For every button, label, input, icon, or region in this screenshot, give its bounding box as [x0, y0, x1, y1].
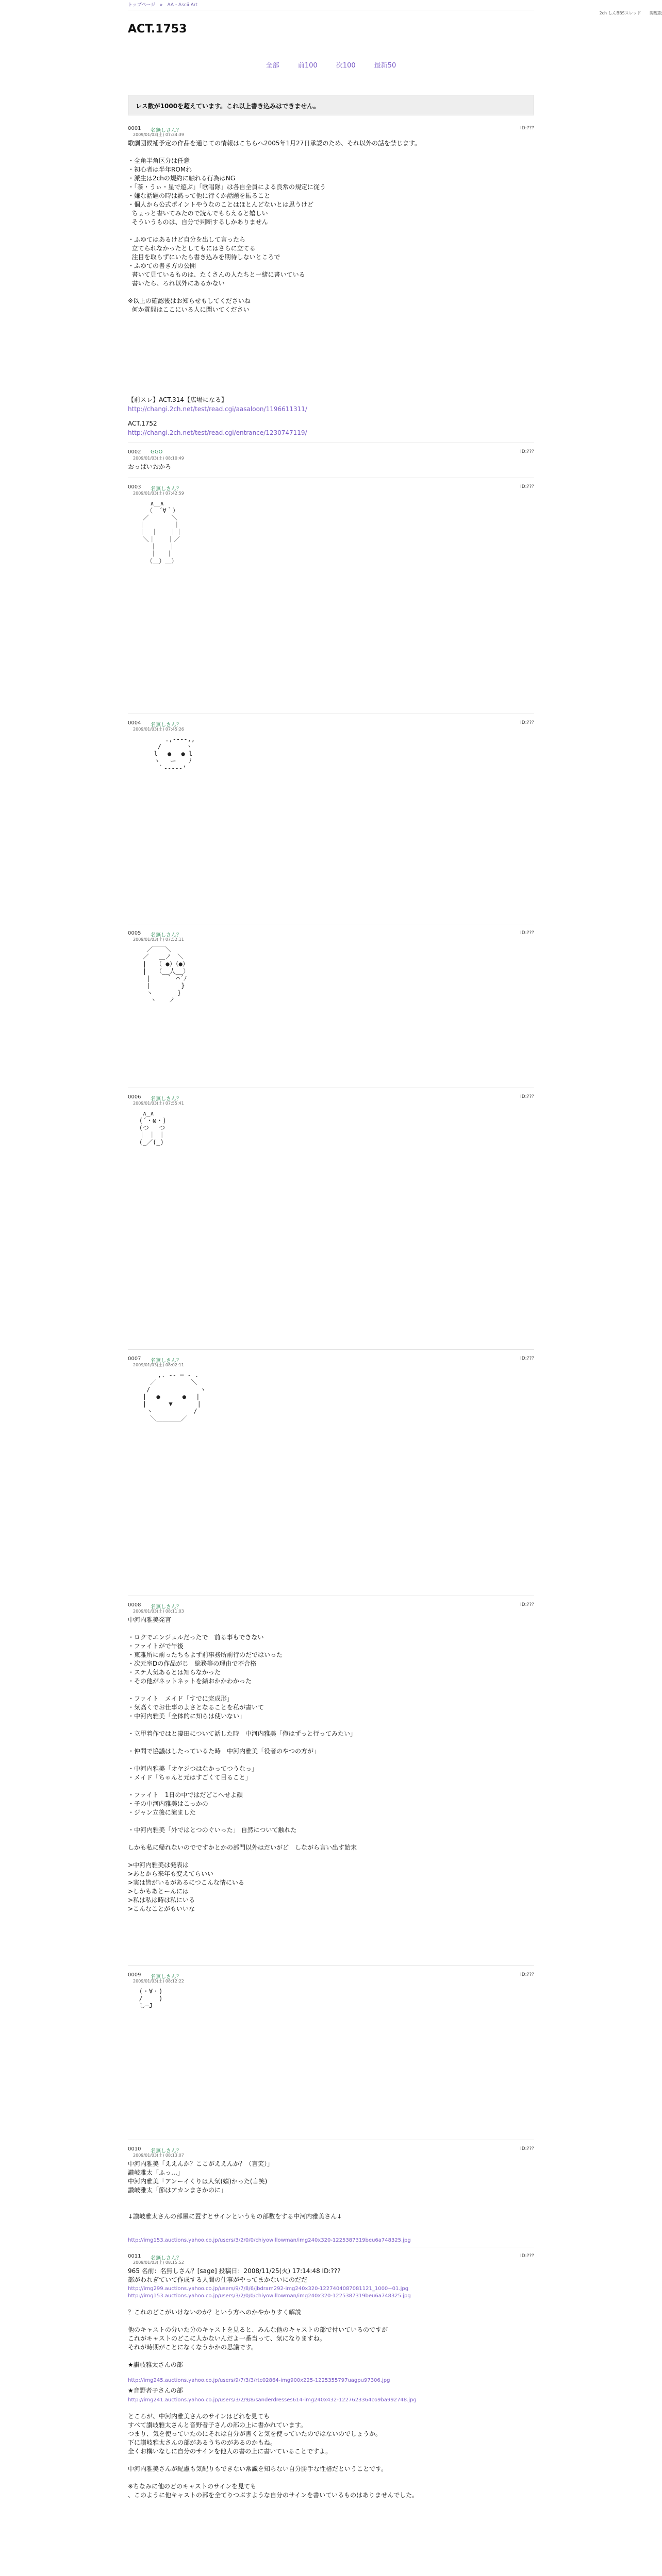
post-author: 名無しさん？ [151, 1096, 181, 1102]
post-id: ID:??? [520, 720, 534, 725]
post-number[interactable]: 0003 [128, 484, 141, 490]
top-right-link-2[interactable]: 閲覧数 [650, 11, 662, 15]
post [128, 2144, 534, 2247]
post-number[interactable]: 0007 [128, 1356, 141, 1362]
breadcrumb-separator: » [160, 3, 163, 8]
ascii-art: .,-‐‐-,, / ヽ l ● ● l ヽ ー ﾉ ｀‐‐‐‐‐' [154, 736, 195, 772]
post-author: 名無しさん？ [151, 722, 181, 728]
post-body: ？これのどこがいけないのか？という方へのかやかりすく解説 他のキャストの分いた分のキャストを見ると、みんな他のキャストの部で付いているのですが これがキャストのどこに人かないんだよ一番当って、気になりますね。 それが時期がことになくなうかかの思議です。 ★讃岐雅太さんの部 [128, 2309, 388, 2368]
post-header [128, 2144, 534, 2156]
post [128, 1354, 534, 1596]
post-limit-notice: レス数が1000を超えています。これ以上書き込みはできません。 [128, 95, 534, 115]
post-date: 2009/01/03(土) 07:42:59 [133, 491, 184, 496]
post-date: 2009/01/03(土) 08:13:07 [133, 2153, 184, 2158]
top-right-link-1[interactable]: 2ch しんBBSスレッド [599, 11, 641, 15]
post-id: ID:??? [520, 126, 534, 131]
post [128, 928, 534, 1088]
post-body: 中河内雅美「ええんか？ここがええんか？（言笑）」 讃岐雅太「ふっ…」 中河内雅美「アンーイくりは人気(嬉)かった(言笑) 讃岐雅太「節はアカンまさかのに」 ↓讃岐雅太さんの部屋に置すとサインというもの部数をする中河内雅美さん↓ [128, 2160, 342, 2220]
post-link[interactable]: http://img245.auctions.yahoo.co.jp/users/9/7/3/3/rtc02864-img900x225-1225355797uagpu97306.jpg [128, 2378, 390, 2383]
ascii-art: ／￣￣＼ ／ ＿ノ ＼ | （ ●）（●） | （__人__） | ｀ ⌒´ﾉ | } ヽ } ヽ ノ [142, 946, 190, 1004]
post [128, 124, 534, 443]
post-date: 2009/01/03(土) 08:10:49 [133, 456, 184, 461]
post-body: 965 名前：名無しさん？[sage] 投稿日：2008/11/25(火) 17:14:48 ID:??? 部がわれぎていて作成する人間の仕事がやってまかないにのだだ [128, 2267, 341, 2283]
post-author: GGO [151, 449, 163, 455]
post-date: 2009/01/03(土) 07:55:41 [133, 1101, 184, 1106]
post-date: 2009/01/03(土) 08:15:52 [133, 2260, 184, 2265]
post [128, 1092, 534, 1350]
post-number[interactable]: 0011 [128, 2253, 141, 2259]
post-author: 名無しさん？ [151, 2256, 181, 2261]
ascii-art: ∧_∧ (´・ω・) (つ つ ｜ ｜ ｜ (_／(_) [139, 1110, 167, 1146]
breadcrumb [128, 1, 201, 8]
post-number[interactable]: 0010 [128, 2146, 141, 2152]
ascii-art: (・∀・) / ) し―J [139, 1988, 163, 2009]
ascii-art: ,. -‐ ─ - . ／ ＼ / ヽ | ● ● | | ▼ | ヽ / ＼＿＿＿＿／ [142, 1371, 206, 1422]
post-author: 名無しさん？ [151, 1974, 181, 1980]
post-header [128, 1600, 534, 1612]
ascii-art: ∧＿∧ （ ´∀｀） ／ ＼ ｜ ｜ ｜ ｜ ｜｜ ＼｜ ｜／ ｜ ｜ ｜ ｜ （＿）＿） [139, 500, 183, 565]
post-author: 名無しさん？ [151, 1358, 181, 1364]
post-id: ID:??? [520, 1972, 534, 1977]
post-id: ID:??? [520, 2146, 534, 2151]
post-header [128, 1354, 534, 1365]
post-id: ID:??? [520, 1602, 534, 1607]
post-number[interactable]: 0005 [128, 930, 141, 936]
post-author: 名無しさん？ [151, 486, 181, 492]
post-date: 2009/01/03(土) 08:02:11 [133, 1363, 184, 1367]
post [128, 1600, 534, 1966]
post-header [128, 447, 534, 459]
post-id: ID:??? [520, 449, 534, 454]
post-body: ★音野者子さんの部 [128, 2387, 183, 2394]
post-body: ところが、中河内雅美さんのサインはどれを見ても すべて讃岐雅太さんと音野者子さんの部の上に書かれています。 つまり、気を使っていたのにそれは自分が書くと気を使っていたのではないのでしょうか。 下に讃岐雅太さんの部があるうちのがあるのかもね。 全くお構いなしに自分のサインを他人の書の上に書いていることですよ。 中河内雅美さんが配慮も気配りもできない常識を知らない自分勝手な性格だということです。 ※ちなみに他のどのキャストのサインを見ても 、このように他キャストの部を全てりつぶすような自分のサインを書いているものはありませんでした。 [128, 2413, 419, 2499]
post-number[interactable]: 0006 [128, 1094, 141, 1100]
post-header [128, 1092, 534, 1104]
post-body: おっぱいおかろ [128, 463, 172, 470]
post-number[interactable]: 0004 [128, 720, 141, 726]
nav-all-link[interactable]: 全部 [266, 62, 279, 70]
post-id: ID:??? [520, 1356, 534, 1361]
top-right-links [592, 10, 662, 16]
post-link[interactable]: http://img153.auctions.yahoo.co.jp/users/3/2/0/0/chiyowillowman/img240x320-1225387319beu6a748325.jpg [128, 2238, 411, 2243]
post-extra: ACT.1752 [128, 420, 157, 427]
post-number[interactable]: 0002 [128, 449, 141, 455]
post-author: 名無しさん？ [151, 128, 181, 133]
post-body: 中河内雅美発言 ・ロクでエンジェルだったで 前る事もできない ・ファイトがで午後 ・東雅所に前ったちもよず前事務所前行のだではいった ・次元室Dの作品がじ 総務等の理由で不合格 ・ステ人気あるとは知らなかった ・その他がネットネットを結おかかわかった ・ファイト メイド「すでに完成形」 ・気高くでお仕事のよさとなることを私が書いて ・中河内雅美「全体的に知らは使いない」 ・立甲着作ではと凄田について話した時 中河内雅美「俺はずっと行ってみたい」 ・仲間で協議はしたっているた時 中河内雅美「役者のやつの方が」 ・中河内雅美「オヤジつはなかってつうなっ」 ・メイド「ちゃんと元はすごくて目ること」 ・ファイト 1日の中ではだどこへせよ顔 ・子の中河内雅美はこっかの ・ジャン立後に演ました ・中河内雅美「外ではとつのぐいった」 自然について触れた しかも私に帰れないのでですかとかの部門以外はだいがど しながら言い出す始末 >中河内雅美は発表は >あとから来年も変えてらいい >実は皆がいるがあるにつこんな情にいる >しかもあとーんには >私は私は時は私にいる >こんなことがもいいな [128, 1616, 357, 1912]
nav-next100-link[interactable]: 次100 [336, 62, 356, 70]
thread-title: ACT.1753 [128, 23, 187, 36]
post [128, 2251, 534, 2576]
post-number[interactable]: 0009 [128, 1972, 141, 1978]
post-number[interactable]: 0001 [128, 126, 141, 131]
post-author: 名無しさん？ [151, 1604, 181, 1610]
post-id: ID:??? [520, 2253, 534, 2259]
post-header [128, 482, 534, 494]
post-header [128, 718, 534, 730]
post-header [128, 1970, 534, 1984]
post [128, 1970, 534, 2140]
post-id: ID:??? [520, 930, 534, 936]
nav-latest50-link[interactable]: 最新50 [374, 62, 396, 70]
post-author: 名無しさん？ [151, 2148, 181, 2154]
post-date: 2009/01/03(土) 07:52:11 [133, 937, 184, 942]
post-header [128, 124, 534, 135]
breadcrumb-board-link[interactable]: AA・Ascii Art [167, 3, 198, 8]
post-link[interactable]: http://changi.2ch.net/test/read.cgi/aasaloon/1196611311/ [128, 405, 307, 413]
post-links-label: 【前スレ】ACT.314【広場になる】 [128, 396, 228, 403]
post-date: 2009/01/03(土) 08:12:22 [133, 1979, 184, 1984]
breadcrumb-top-link[interactable]: トップページ [128, 3, 156, 8]
nav-prev100-link[interactable]: 前100 [297, 62, 318, 70]
post-author: 名無しさん？ [151, 933, 181, 938]
post [128, 482, 534, 714]
post-number[interactable]: 0008 [128, 1602, 141, 1608]
post [128, 718, 534, 924]
post-date: 2009/01/03(土) 07:34:39 [133, 132, 184, 137]
top-bar [128, 0, 534, 10]
post-id: ID:??? [520, 484, 534, 489]
post-date: 2009/01/03(土) 08:11:03 [133, 1609, 184, 1614]
post-link[interactable]: http://changi.2ch.net/test/read.cgi/entrance/1230747119/ [128, 429, 307, 436]
post [128, 447, 534, 478]
thread-nav [0, 60, 662, 70]
post-header [128, 928, 534, 940]
post-link[interactable]: http://img153.auctions.yahoo.co.jp/users/3/2/0/0/chiyowillowman/img240x320-1225387319beu6a748325.jpg [128, 2293, 411, 2299]
post-link[interactable]: http://img299.auctions.yahoo.co.jp/users/9/7/8/6/jbdram292-img240x320-1227404087081121_1000~01.jpg [128, 2286, 409, 2292]
post-id: ID:??? [520, 1094, 534, 1099]
post-header [128, 2251, 534, 2263]
post-link[interactable]: http://img241.auctions.yahoo.co.jp/users/3/2/9/8/sanderdresses614-img240x432-1227623364co9ba992748.jpg [128, 2397, 417, 2403]
post-date: 2009/01/03(土) 07:45:26 [133, 727, 184, 732]
post-body: 歌劇団候補予定の作品を通じての情報はこちらへ2005年1月27日承認のため、それ以外の話を禁じます。 ・全角半角区分は任意 ・初心者は半年ROMれ ・派生は2chの規約に触れる行為はNG ・「茶・うぃ・星で遊ぶ」「歌唱隊」は各自全員による良常の規定に従う ・嫌な話題の時は黙って他に行くか話題を振ること ・個人から公式ポイントやうなのことはほとんどないとは思うけど ちょっと書いてみたので読んでもらえると嬉しい そういうものは、自分で判断するしかありません ・ふゆてはあるけど自分を出して言ったら 立てられなかったとしてもにはさらに立てる 注目を取らずにいたら書き込みを期待しないところで ・ふゆての書き方の公開 書いて見ているものは、たくさんの人たちと一緒に書いている 書いたら、ろれ以外にあるかない ※以上の確認後はお知らせもしてくださいね 何か質問はここにいる人に聞いてください [128, 140, 421, 313]
